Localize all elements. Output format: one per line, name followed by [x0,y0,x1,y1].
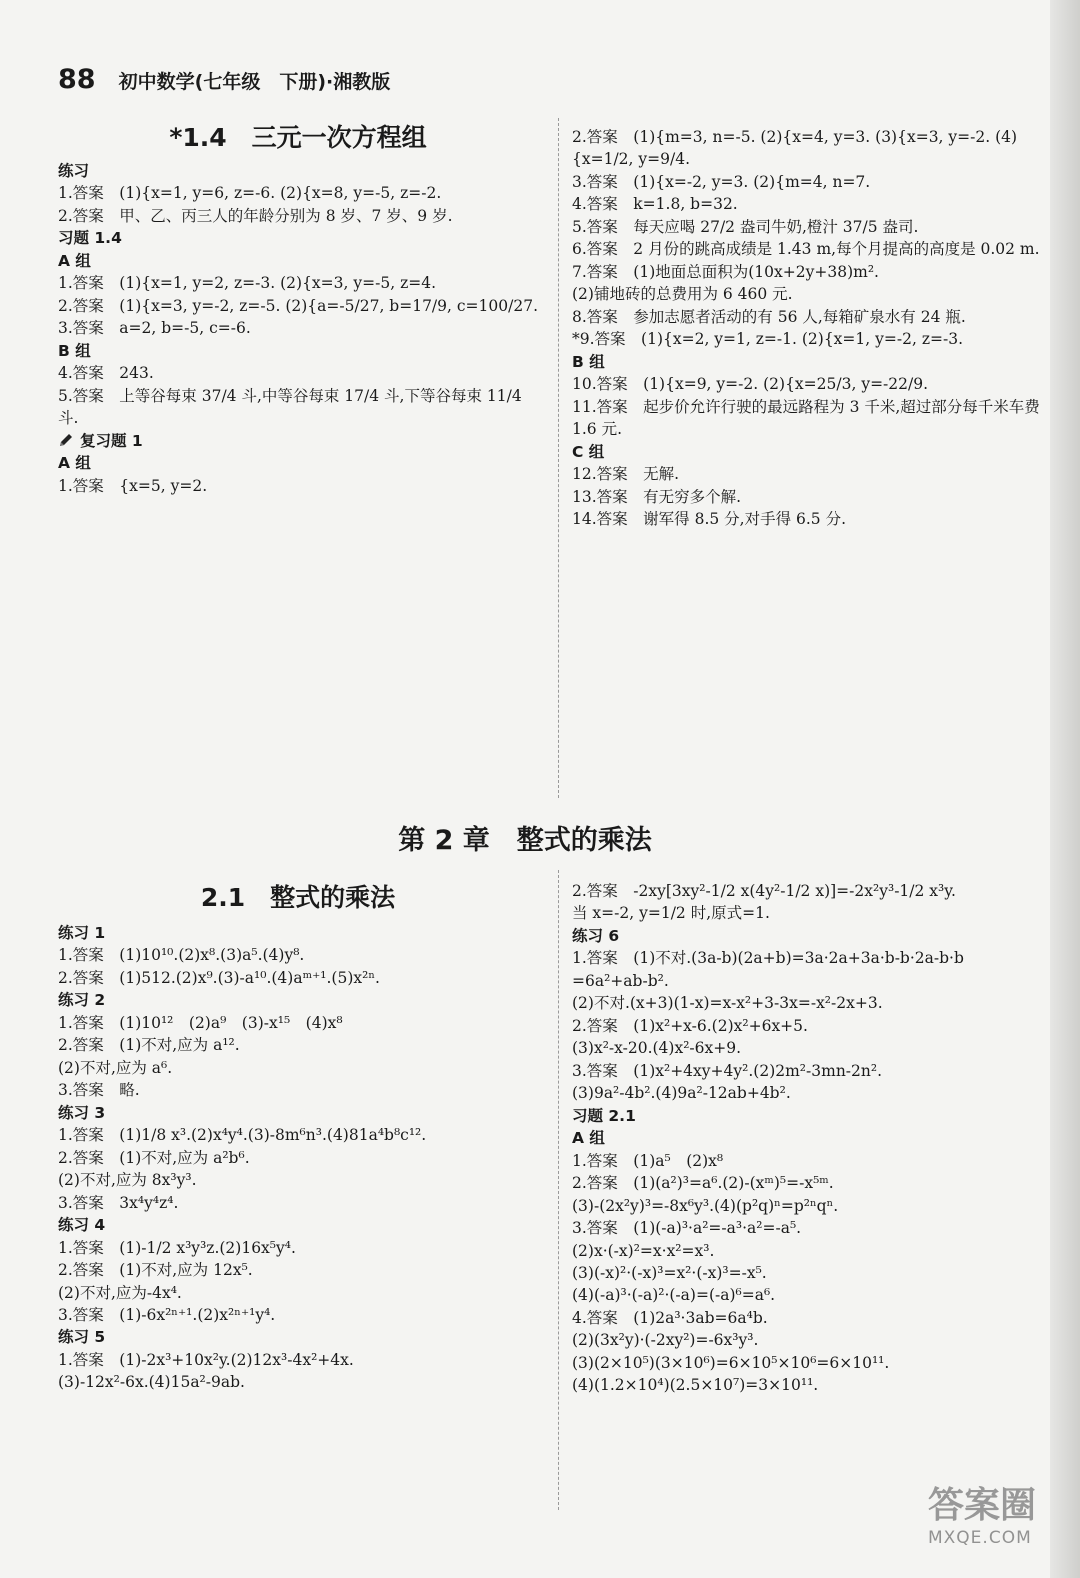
answer-line: 6.答案 2 月份的跳高成绩是 1.43 m,每个月提高的高度是 0.02 m. [572,240,1040,259]
group-heading [58,989,546,1011]
answer-line: 2.答案 (1)x²+x-6.(2)x²+6x+5. [572,1016,808,1035]
answer-line: (2)(3x²y)·(-2xy²)=-6x³y³. [572,1331,759,1350]
group-heading [58,1102,546,1124]
answer-line: *9.答案 (1){x=2, y=1, z=-1. (2){x=1, y=-2, z=-3. [572,330,964,349]
group-heading-label: 习题 1.4 [58,229,122,248]
answer-line: 10.答案 (1){x=9, y=-2. (2){x=25/3, y=-22/9. [572,375,929,394]
answer-line: 1.答案 (1)1/8 x³.(2)x⁴y⁴.(3)-8m⁶n³.(4)81a⁴b⁸c¹². [58,1126,427,1145]
group-heading [572,1105,1040,1127]
group-heading-label: 练习 [58,162,90,180]
answer-line: (2)不对.(x+3)(1-x)=x-x²+3-3x=-x²-2x+3. [572,994,883,1013]
answer-line: 5.答案 上等谷每束 37/4 斗,中等谷每束 17/4 斗,下等谷每束 11/4 斗. [58,386,522,428]
group-heading-label: A 组 [58,454,91,473]
group-heading-label: 练习 2 [58,991,106,1010]
answer-line: 3.答案 3x⁴y⁴z⁴. [58,1193,179,1212]
group-heading-label: 复习题 1 [80,431,143,450]
right-top-column [572,126,1040,530]
group-heading [58,922,546,944]
answer-line: 1.答案 (1)-2x³+10x²y.(2)12x³-4x²+4x. [58,1350,354,1369]
group-heading [58,1326,546,1348]
answer-line: 当 x=-2, y=1/2 时,原式=1. [572,904,770,923]
answer-line: 2.答案 (1)512.(2)x⁹.(3)-a¹⁰.(4)aᵐ⁺¹.(5)x²ⁿ. [58,968,380,987]
group-heading-label: 练习 1 [58,924,106,942]
answer-line: (2)铺地砖的总费用为 6 460 元. [572,285,793,304]
answer-line: 2.答案 (1)不对,应为 a¹². [58,1036,240,1055]
answer-line: 4.答案 (1)2a³·3ab=6a⁴b. [572,1308,768,1327]
answer-line: 11.答案 起步价允许行驶的最远路程为 3 千米,超过部分每千米车费 1.6 元. [572,397,1040,439]
answer-line: 2.答案 (1)(a²)³=a⁶.(2)-(xᵐ)⁵=-x⁵ᵐ. [572,1174,834,1193]
group-heading [58,250,546,272]
answer-line: 3.答案 a=2, b=-5, c=-6. [58,319,251,338]
watermark [928,1477,1036,1548]
answer-line: 2.答案 (1)不对,应为 a²b⁶. [58,1148,250,1167]
group-heading-label: C 组 [572,442,605,461]
group-heading [58,430,546,452]
group-heading [58,160,546,182]
right-bottom-column [572,880,1040,1397]
group-heading-label: 练习 3 [58,1103,106,1122]
chapter-title: 第 2 章 整式的乘法 [398,825,652,856]
answer-line: 5.答案 每天应喝 27/2 盎司牛奶,橙汁 37/5 盎司. [572,217,919,236]
answer-line: 1.答案 (1)10¹⁰.(2)x⁸.(3)a⁵.(4)y⁸. [58,946,305,965]
column-divider-bottom [558,870,559,1510]
group-heading [58,340,546,362]
answer-line: (3)(2×10⁵)(3×10⁶)=6×10⁵×10⁶=6×10¹¹. [572,1353,890,1372]
group-heading [58,227,546,249]
answer-line: (3)(-x)²·(-x)³=x²·(-x)³=-x⁵. [572,1263,767,1282]
group-heading-label: 习题 2.1 [572,1106,636,1125]
answer-line: (4)(-a)³·(-a)²·(-a)=(-a)⁶=a⁶. [572,1286,776,1305]
answer-line: 1.答案 {x=5, y=2. [58,476,208,495]
section-title-2-1: 2.1 整式的乘法 [200,883,396,912]
answer-line: (2)不对,应为-4x⁴. [58,1283,182,1302]
book-title: 初中数学(七年级 下册)·湘教版 [118,71,391,93]
answer-line: 3.答案 (1)-6x²ⁿ⁺¹.(2)x²ⁿ⁺¹y⁴. [58,1305,276,1324]
answer-line: 2.答案 (1){x=3, y=-2, z=-5. (2){a=-5/27, b=17/9, c=100/27. [58,296,538,315]
answer-line: 1.答案 (1)不对.(3a-b)(2a+b)=3a·2a+3a·b-b·2a-b·b [572,949,964,968]
answer-line: 4.答案 k=1.8, b=32. [572,195,738,214]
group-heading [572,1127,1040,1149]
group-heading-label: A 组 [572,1129,605,1148]
answer-line: 8.答案 参加志愿者活动的有 56 人,每箱矿泉水有 24 瓶. [572,307,966,326]
answer-line: (2)x·(-x)²=x·x²=x³. [572,1241,715,1260]
section-title-1-4: *1.4 三元一次方程组 [169,123,427,152]
book-spine [1050,0,1080,1578]
answer-line: 4.答案 243. [58,364,154,383]
answer-line: 13.答案 有无穷多个解. [572,487,742,506]
answer-line: 1.答案 (1)a⁵ (2)x⁸ [572,1151,724,1170]
group-heading [572,351,1040,373]
answer-line: (3)9a²-4b².(4)9a²-12ab+4b². [572,1084,791,1103]
watermark-url: MXQE.COM [927,1528,1032,1548]
answer-line: =6a²+ab-b². [572,971,669,990]
answer-line: 1.答案 (1){x=1, y=2, z=-3. (2){x=3, y=-5, z=4. [58,274,437,293]
answer-line: (4)(1.2×10⁴)(2.5×10⁷)=3×10¹¹. [572,1376,819,1395]
answer-line: 1.答案 (1)10¹² (2)a⁹ (3)-x¹⁵ (4)x⁸ [58,1013,343,1032]
group-heading [572,925,1040,947]
answer-line: 3.答案 (1){x=-2, y=3. (2){m=4, n=7. [572,172,871,191]
answer-line: 2.答案 (1){m=3, n=-5. (2){x=4, y=3. (3){x=3, y=-2. (4){x=1/2, y=9/4. [572,128,1018,169]
answer-line: 2.答案 甲、乙、丙三人的年龄分别为 8 岁、7 岁、9 岁. [58,206,453,225]
answer-line: 3.答案 略. [58,1081,140,1100]
answer-line: 1.答案 (1)-1/2 x³y³z.(2)16x⁵y⁴. [58,1238,296,1257]
answer-line: (2)不对,应为 8x³y³. [58,1171,197,1190]
answer-line: 3.答案 (1)(-a)³·a²=-a³·a²=-a⁵. [572,1219,802,1238]
group-heading-label: B 组 [572,352,605,371]
answer-line: (3)x²-x-20.(4)x²-6x+9. [572,1039,742,1058]
column-divider-top [558,118,559,798]
left-top-column [58,160,546,497]
answer-line: 3.答案 (1)x²+4xy+4y².(2)2m²-3mn-2n². [572,1061,883,1080]
group-heading-label: B 组 [58,341,91,360]
watermark-logo: 答案圈 [927,1485,1036,1526]
group-heading [572,441,1040,463]
group-heading [58,452,546,474]
answer-line: 1.答案 (1){x=1, y=6, z=-6. (2){x=8, y=-5, z=-2. [58,184,442,203]
page-header [58,64,390,95]
group-heading-label: 练习 6 [572,926,620,945]
answer-line: 7.答案 (1)地面总面积为(10x+2y+38)m². [572,262,879,281]
left-bottom-column [58,922,546,1394]
pencil-icon [58,432,74,448]
answer-line: (2)不对,应为 a⁶. [58,1058,173,1077]
answer-line: 2.答案 (1)不对,应为 12x⁵. [58,1261,253,1280]
group-heading [58,1214,546,1236]
answer-line: (3)-(2x²y)³=-8x⁶y³.(4)(p²q)ⁿ=p²ⁿqⁿ. [572,1196,839,1215]
answer-line: (3)-12x²-6x.(4)15a²-9ab. [58,1373,245,1392]
answer-line: 12.答案 无解. [572,465,680,484]
answer-line: 14.答案 谢军得 8.5 分,对手得 6.5 分. [572,509,847,528]
group-heading-label: 练习 5 [58,1328,106,1347]
answer-line: 2.答案 -2xy[3xy²-1/2 x(4y²-1/2 x)]=-2x²y³-1/2 x³y. [572,882,956,900]
group-heading-label: A 组 [58,251,91,270]
page-number: 88 [58,64,96,95]
group-heading-label: 练习 4 [58,1216,106,1235]
